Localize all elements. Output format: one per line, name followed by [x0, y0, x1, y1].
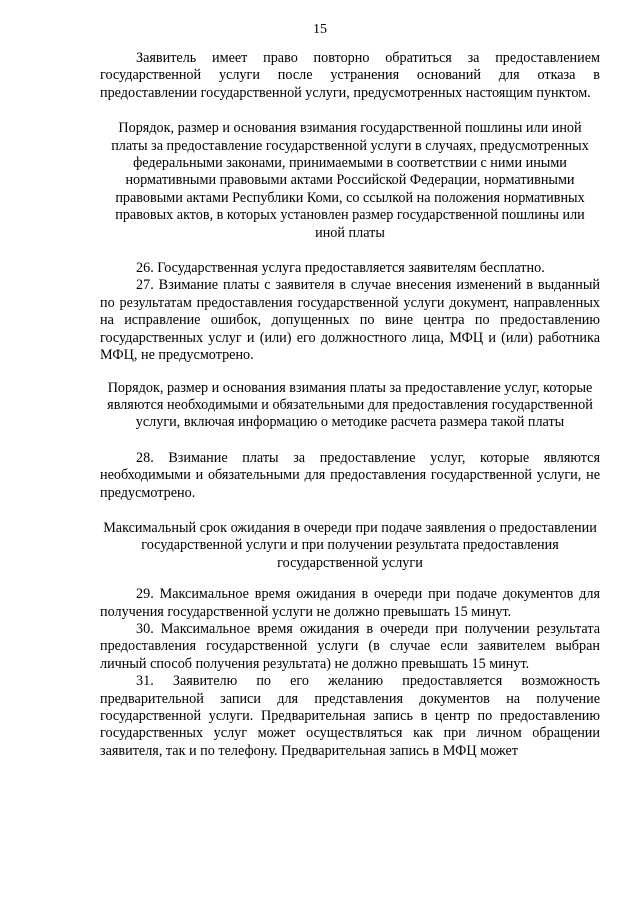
section-heading-required-services-fee: Порядок, размер и основания взимания платы за предоставление услуг, которые являются необходимыми и обязательными для предоставления государственной услуги, включая информацию о методике расчета размера такой платы — [107, 379, 593, 431]
paragraph-27: 27. Взимание платы с заявителя в случае внесения изменений в выданный по результатам предоставления государственной услуги документ, направленных на исправление ошибок, допущенных по вине центра по предоставлению государственных услуг и (или) его должностного лица, МФЦ и (или) работника МФЦ, не предусмотрено. — [100, 277, 600, 364]
section-heading-state-duty: Порядок, размер и основания взимания государственной пошлины или иной платы за предоставление государственной услуги в случаях, предусмотренных федеральными законами, принимаемыми в соответствии с ними иными нормативными правовыми актами Российской Федерации, нормативными правовыми актами Республики Коми, со ссылкой на положения нормативных правовых актов, в которых установлен размер государственной пошлины или иной платы — [111, 120, 589, 241]
paragraph-28: 28. Взимание платы за предоставление услуг, которые являются необходимыми и обязательными для предоставления государственной услуги, не предусмотрено. — [100, 449, 600, 501]
section-heading-queue-time: Максимальный срок ожидания в очереди при подаче заявления о предоставлении государственной услуги и при получении результата предоставления государственной услуги — [103, 519, 597, 571]
page-number: 15 — [313, 22, 327, 37]
paragraph-31: 31. Заявителю по его желанию предоставляется возможность предварительной записи для представления документов на получение государственной услуги. Предварительная запись в центр по предоставлению государственных услуг может осуществляться как при личном обращении заявителя, так и по телефону. Предварительная запись в МФЦ может — [100, 673, 600, 759]
paragraph-29: 29. Максимальное время ожидания в очереди при подаче документов для получения государственной услуги не должно превышать 15 минут. — [100, 586, 600, 620]
paragraph-reapply: Заявитель имеет право повторно обратиться за предоставлением государственной услуги после устранения оснований для отказа в предоставлении государственной услуги, предусмотренных настоящим пунктом. — [100, 50, 600, 101]
paragraph-30: 30. Максимальное время ожидания в очереди при получении результата предоставления государственной услуги (в случае если заявителем выбран личный способ получения результата) не должно превышать 15 минут. — [100, 620, 600, 672]
document-body — [100, 50, 600, 760]
paragraph-26: 26. Государственная услуга предоставляется заявителям бесплатно. — [136, 260, 545, 277]
